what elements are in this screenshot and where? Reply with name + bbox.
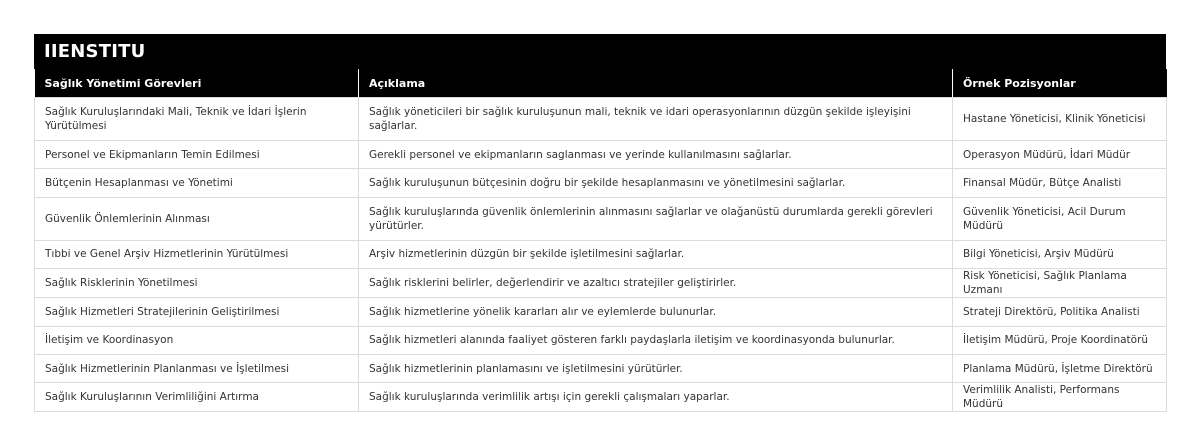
header-duties: Sağlık Yönetimi Görevleri [35,69,359,98]
table-row [35,269,1167,298]
cell-positions: Verimlilik Analisti, Performans Müdürü [953,383,1167,412]
header-positions: Örnek Pozisyonlar [953,69,1167,98]
cell-duty: Sağlık Kuruluşlarındaki Mali, Teknik ve İdari İşlerin Yürütülmesi [35,98,359,141]
table-row [35,240,1167,268]
table-row [35,169,1167,197]
cell-description: Sağlık kuruluşunun bütçesinin doğru bir şekilde hesaplanmasını ve yönetilmesini sağlarlar. [359,169,953,197]
cell-positions: Risk Yöneticisi, Sağlık Planlama Uzmanı [953,269,1167,298]
cell-description: Sağlık kuruluşlarında verimlilik artışı için gerekli çalışmaları yaparlar. [359,383,953,412]
header-description: Açıklama [359,69,953,98]
table-row [35,98,1167,141]
table-row [35,383,1167,412]
cell-duty: İletişim ve Koordinasyon [35,326,359,354]
cell-description: Sağlık yöneticileri bir sağlık kuruluşunun mali, teknik ve idari operasyonlarının düzgün şekilde işleyişini sağlarlar. [359,98,953,141]
brand-logo-text: IIENSTITU [44,41,146,62]
table-row [35,354,1167,382]
cell-positions: Güvenlik Yöneticisi, Acil Durum Müdürü [953,197,1167,240]
cell-duty: Personel ve Ekipmanların Temin Edilmesi [35,141,359,169]
cell-description: Arşiv hizmetlerinin düzgün bir şekilde işletilmesini sağlarlar. [359,240,953,268]
table-row [35,141,1167,169]
cell-duty: Güvenlik Önlemlerinin Alınması [35,197,359,240]
cell-description: Gerekli personel ve ekipmanların saglanması ve yerinde kullanılmasını sağlarlar. [359,141,953,169]
cell-positions: İletişim Müdürü, Proje Koordinatörü [953,326,1167,354]
cell-positions: Strateji Direktörü, Politika Analisti [953,298,1167,326]
table-row [35,298,1167,326]
cell-positions: Operasyon Müdürü, İdari Müdür [953,141,1167,169]
cell-duty: Sağlık Hizmetlerinin Planlanması ve İşletilmesi [35,354,359,382]
cell-duty: Sağlık Kuruluşlarının Verimliliğini Artırma [35,383,359,412]
cell-positions: Planlama Müdürü, İşletme Direktörü [953,354,1167,382]
cell-description: Sağlık risklerini belirler, değerlendirir ve azaltıcı stratejiler geliştirirler. [359,269,953,298]
cell-positions: Finansal Müdür, Bütçe Analisti [953,169,1167,197]
cell-positions: Bilgi Yöneticisi, Arşiv Müdürü [953,240,1167,268]
cell-description: Sağlık kuruluşlarında güvenlik önlemlerinin alınmasını sağlarlar ve olağanüstü durumlarda gerekli görevleri yürütürler. [359,197,953,240]
table-row [35,197,1167,240]
cell-duty: Sağlık Risklerinin Yönetilmesi [35,269,359,298]
cell-positions: Hastane Yöneticisi, Klinik Yöneticisi [953,98,1167,141]
cell-description: Sağlık hizmetleri alanında faaliyet gösteren farklı paydaşlarla iletişim ve koordinasyonda bulunurlar. [359,326,953,354]
cell-duty: Sağlık Hizmetleri Stratejilerinin Geliştirilmesi [35,298,359,326]
content-card [34,34,1166,412]
cell-duty: Bütçenin Hesaplanması ve Yönetimi [35,169,359,197]
cell-description: Sağlık hizmetlerinin planlamasını ve işletilmesini yürütürler. [359,354,953,382]
table-header-row [35,69,1167,98]
duties-table [34,69,1167,412]
cell-description: Sağlık hizmetlerine yönelik kararları alır ve eylemlerde bulunurlar. [359,298,953,326]
brand-header [34,34,1166,69]
cell-duty: Tıbbi ve Genel Arşiv Hizmetlerinin Yürütülmesi [35,240,359,268]
table-row [35,326,1167,354]
